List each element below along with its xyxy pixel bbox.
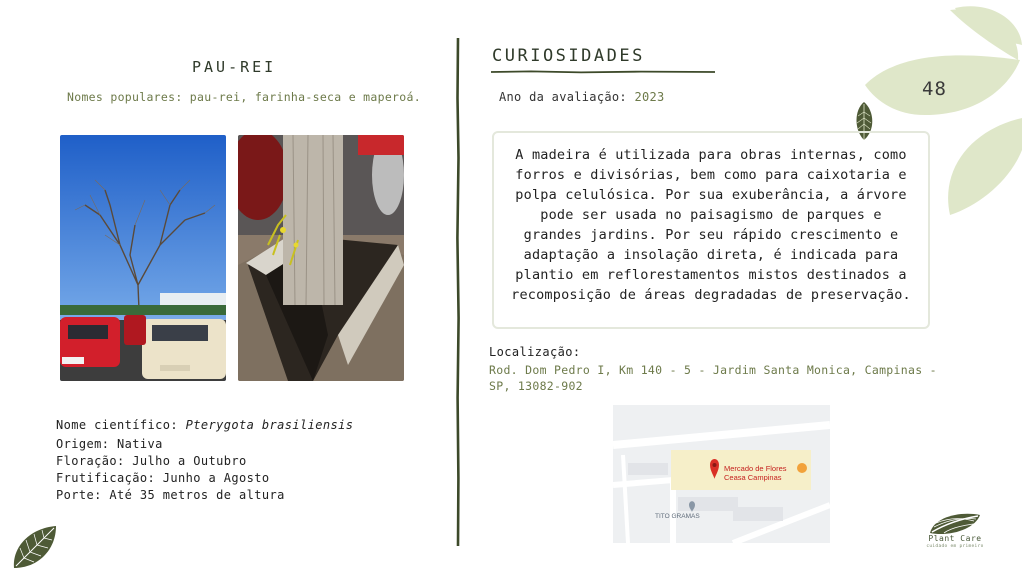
- popular-names: Nomes populares: pau-rei, farinha-seca e maperoá.: [67, 90, 421, 104]
- scientific-name-value: Pterygota brasiliensis: [185, 418, 354, 432]
- fruiting: Frutificação: Junho a Agosto: [56, 471, 270, 485]
- description-box: [492, 131, 930, 329]
- flowering: Floração: Julho a Outubro: [56, 454, 247, 468]
- trunk-photo: [238, 135, 404, 381]
- vertical-divider: [455, 38, 461, 546]
- curiosities-title: CURIOSIDADES: [492, 46, 645, 66]
- map-place-line2: Ceasa Campinas: [724, 473, 782, 482]
- scientific-name: Nome científico: Pterygota brasiliensis: [56, 418, 354, 432]
- evaluation-year: Ano da avaliação: 2023: [499, 90, 665, 104]
- description-text: A madeira é utilizada para obras internas, como forros e divisórias, bem como para caixotaria e polpa celulósica. Por sua exuberância, a árvore pode ser usada no paisagismo de parques e grandes jardins. Por seu rápido crescimento e adaptação a insolação direta, é indicada para plantio em reflorestamentos mistos destinados a recomposição de áreas degradadas de preservação.: [511, 147, 911, 303]
- map-place-line1: Mercado de Flores: [724, 464, 787, 473]
- location-address: Rod. Dom Pedro I, Km 140 - 5 - Jardim Santa Monica, Campinas - SP, 13082-902: [489, 363, 937, 393]
- species-title: PAU-REI: [192, 58, 277, 76]
- map-secondary-place: TITO GRAMAS: [655, 513, 700, 520]
- bottom-leaf-icon: [10, 522, 60, 572]
- location-map[interactable]: [613, 405, 830, 543]
- brand-tagline: cuidado em primeiro: [926, 544, 984, 549]
- year-value: 2023: [634, 90, 665, 104]
- brand-name: Plant Care: [928, 534, 982, 543]
- tree-photo: [60, 135, 226, 381]
- title-underline: [491, 69, 715, 75]
- origin: Origem: Nativa: [56, 437, 163, 451]
- location-label: Localização:: [489, 345, 581, 359]
- size: Porte: Até 35 metros de altura: [56, 488, 285, 502]
- page-number: 48: [922, 78, 947, 100]
